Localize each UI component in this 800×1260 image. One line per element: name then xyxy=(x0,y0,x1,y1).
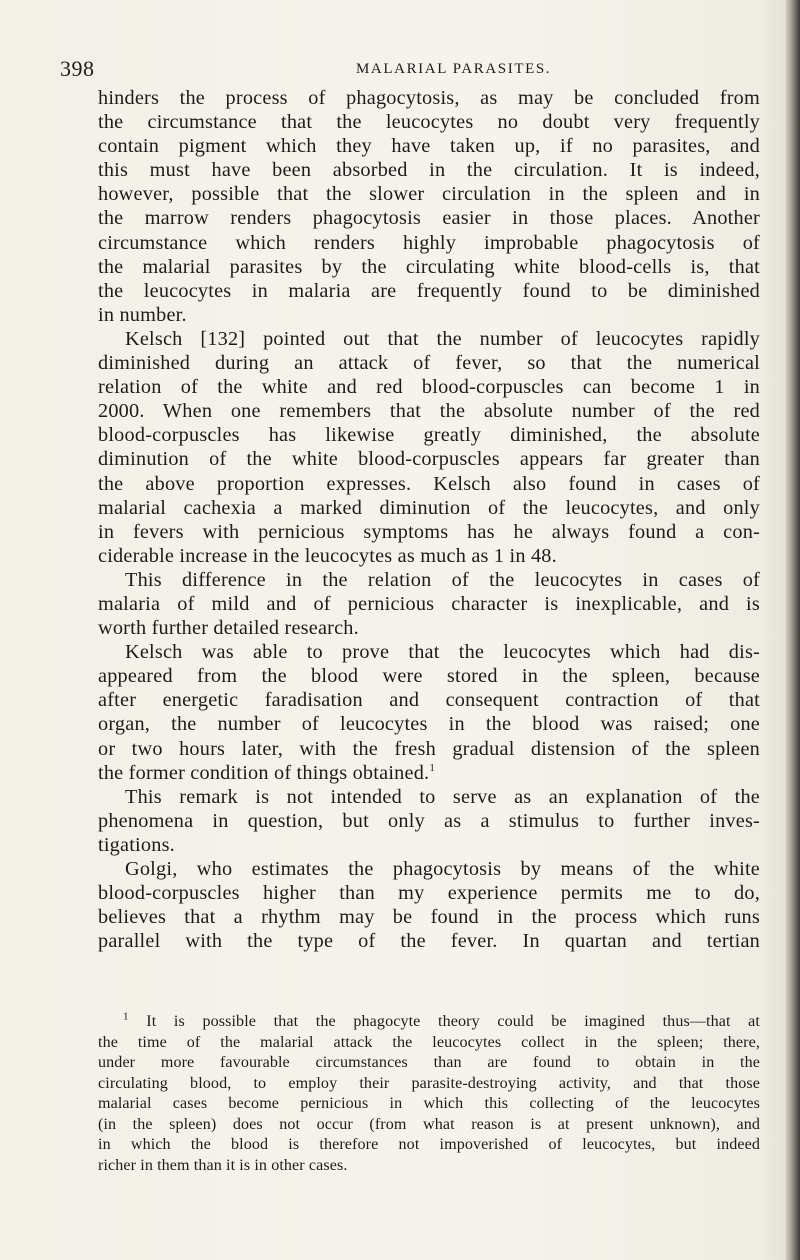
body-text xyxy=(98,86,760,953)
text-line: organ, the number of leucocytes in the blood was raised; one xyxy=(98,713,760,736)
text-line: the circumstance that the leucocytes no doubt very frequently xyxy=(98,111,760,134)
footnote-marker: 1 xyxy=(123,1010,129,1023)
running-head: MALARIAL PARASITES. xyxy=(356,61,552,77)
footnote-line: circulating blood, to employ their parasite-destroying activity, and that those xyxy=(98,1074,760,1092)
footnote-line: malarial cases become pernicious in which this collecting of the leucocytes xyxy=(98,1095,760,1112)
text-line: hinders the process of phagocytosis, as may be concluded from xyxy=(98,87,760,109)
text-line: this must have been absorbed in the circulation. It is indeed, xyxy=(98,159,760,182)
text-line-with-footnote-ref xyxy=(98,761,760,785)
text-line: worth further detailed research. xyxy=(98,617,359,640)
text-line: 2000. When one remembers that the absolute number of the red xyxy=(98,400,760,423)
text-line: malarial cachexia a marked diminution of the leucocytes, and only xyxy=(98,496,760,519)
text-line: appeared from the blood were stored in the spleen, because xyxy=(98,665,760,688)
text-line: This remark is not intended to serve as an explanation of the xyxy=(125,785,760,808)
text-line: tigations. xyxy=(98,833,175,856)
text-line: or two hours later, with the fresh gradual distension of the spleen xyxy=(98,737,760,760)
page-number: 398 xyxy=(60,56,95,81)
footnote-line: richer in them than it is in other cases. xyxy=(98,1156,348,1174)
footnote-first-line xyxy=(98,1012,760,1033)
footnote-line: under more favourable circumstances than are found to obtain in the xyxy=(98,1054,760,1071)
footnote-line: in which the blood is therefore not impoverished of leucocytes, but indeed xyxy=(98,1136,760,1153)
text-line: the former condition of things obtained. xyxy=(98,761,430,784)
page-gutter-shadow xyxy=(786,0,800,1260)
text-line: diminished during an attack of fever, so that the numerical xyxy=(98,352,760,375)
footnote-line: (in the spleen) does not occur (from what reason is at present unknown), and xyxy=(98,1115,760,1133)
text-line: diminution of the white blood-corpuscles appears far greater than xyxy=(98,448,760,471)
footnote-reference: 1 xyxy=(429,761,436,774)
text-line: This difference in the relation of the leucocytes in cases of xyxy=(125,568,760,591)
text-line: Golgi, who estimates the phagocytosis by means of the white xyxy=(125,858,760,880)
text-line: believes that a rhythm may be found in the process which runs xyxy=(98,906,760,929)
text-line: circumstance which renders highly improbable phagocytosis of xyxy=(98,231,760,254)
text-line: parallel with the type of the fever. In quartan and tertian xyxy=(98,930,760,953)
text-line: however, possible that the slower circulation in the spleen and in xyxy=(98,183,760,206)
text-line: the malarial parasites by the circulating white blood-cells is, that xyxy=(98,255,760,278)
text-line: relation of the white and red blood-corpuscles can become 1 in xyxy=(98,376,760,399)
footnotes xyxy=(98,1012,760,1176)
text-line: the marrow renders phagocytosis easier in those places. Another xyxy=(98,207,760,230)
text-line: malaria of mild and of pernicious character is inexplicable, and is xyxy=(98,592,760,615)
footnote-line: the time of the malarial attack the leucocytes collect in the spleen; there, xyxy=(98,1033,760,1051)
text-line: the leucocytes in malaria are frequently found to be diminished xyxy=(98,279,760,302)
text-line: the above proportion expresses. Kelsch also found in cases of xyxy=(98,472,760,495)
page-header xyxy=(0,56,800,84)
text-line: phenomena in question, but only as a stimulus to further inves- xyxy=(98,809,760,832)
text-line: in fevers with pernicious symptoms has he always found a con- xyxy=(98,520,760,543)
footnote-line: It is possible that the phagocyte theory could be imagined thus—that at xyxy=(146,1013,760,1030)
text-line: ciderable increase in the leucocytes as much as 1 in 48. xyxy=(98,544,557,567)
text-line: Kelsch was able to prove that the leucocytes which had dis- xyxy=(125,641,760,664)
text-line: in number. xyxy=(98,303,187,326)
text-line: blood-corpuscles higher than my experience permits me to do, xyxy=(98,882,760,905)
text-line: Kelsch [132] pointed out that the number of leucocytes rapidly xyxy=(125,327,760,350)
text-line: blood-corpuscles has likewise greatly diminished, the absolute xyxy=(98,424,760,447)
text-line: after energetic faradisation and consequent contraction of that xyxy=(98,689,760,712)
text-line: contain pigment which they have taken up, if no parasites, and xyxy=(98,135,760,158)
